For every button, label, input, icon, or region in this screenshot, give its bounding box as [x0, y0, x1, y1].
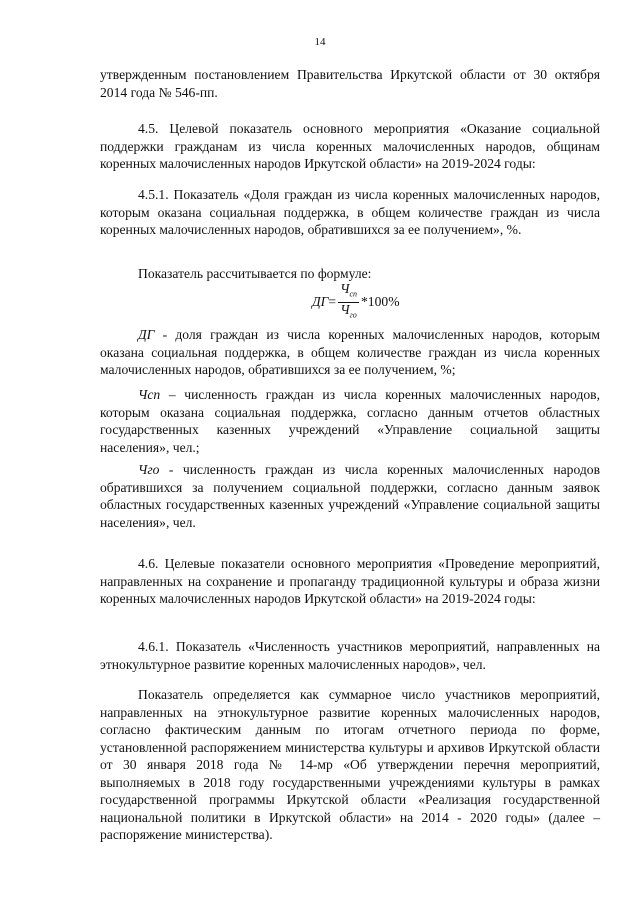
formula-lhs: ДГ	[312, 294, 329, 310]
formula-equals: =	[328, 294, 337, 310]
formula-multiplier: *100%	[361, 294, 400, 310]
formula-fraction	[338, 282, 359, 322]
paragraph-4-5: 4.5. Целевой показатель основного мероприятия «Оказание социальной поддержки гражданам из числа коренных малочисленных народов, общинам коренных малочисленных народов Иркутской области» на 2019-2024 годы:	[100, 121, 600, 171]
definition-dg	[100, 326, 600, 379]
definition-chgo	[100, 461, 600, 531]
variable-dg: ДГ	[138, 327, 155, 342]
paragraph-4-5-1: 4.5.1. Показатель «Доля граждан из числа коренных малочисленных народов, которым оказана социальная поддержка, в общем количестве граждан из числа коренных малочисленных народов, обратившихся за ее получением», %.	[100, 187, 600, 237]
formula-intro: Показатель рассчитывается по формуле:	[138, 266, 372, 281]
paragraph-intro: утвержденным постановлением Правительства Иркутской области от 30 октября 2014 года № 546-пп.	[100, 67, 600, 100]
definition-chsp	[100, 386, 600, 456]
paragraph-indicator-definition: Показатель определяется как суммарное число участников мероприятий, направленных на этнокультурное развитие коренных малочисленных народов, согласно фактическим данным по итогам отчетного периода по форме, установленной распоряжением министерства культуры и архивов Иркутской области от 30 января 2018 года № 14-мр «Об утверждении перечня мероприятий, выполняемых в 2018 году государственными учреждениями культуры в рамках государственной программы Иркутской области «Реализация государственной национальной политики в Иркутской области» на 2014 - 2020 годы» (далее – распоряжение министерства).	[100, 687, 600, 842]
paragraph-4-6: 4.6. Целевые показатели основного мероприятия «Проведение мероприятий, направленных на сохранение и пропаганду традиционной культуры и образа жизни коренных малочисленных народов Иркутской области» на 2019-2024 годы:	[100, 556, 600, 606]
formula-numerator: $Ч_{сп}$	[338, 282, 359, 303]
variable-chsp: Чсп	[138, 387, 161, 402]
definition-dg-text: - доля граждан из числа коренных малочисленных народов, которым оказана социальная поддержка, в общем количестве граждан из числа коренных малочисленных народов, обратившихся за ее получением, %;	[100, 327, 600, 377]
definition-chsp-text: – численность граждан из числа коренных малочисленных народов, которым оказана социальная поддержка, согласно данным отчетов областных государственных казенных учреждений «Управление социальной защиты населения», чел.;	[100, 387, 600, 455]
formula-denominator: $Ч_{го}$	[340, 301, 357, 320]
variable-chgo: Чго	[138, 462, 160, 477]
paragraph-4-6-1: 4.6.1. Показатель «Численность участников мероприятий, направленных на этнокультурное развитие коренных малочисленных народов», чел.	[100, 639, 600, 672]
page-number: 14	[314, 36, 326, 48]
formula	[312, 282, 400, 322]
definition-chgo-text: - численность граждан из числа коренных малочисленных народов обратившихся за получением социальной поддержки, согласно данным заявок областных государственных казенных учреждений «Управление социальной защиты населения», чел.	[100, 462, 600, 530]
